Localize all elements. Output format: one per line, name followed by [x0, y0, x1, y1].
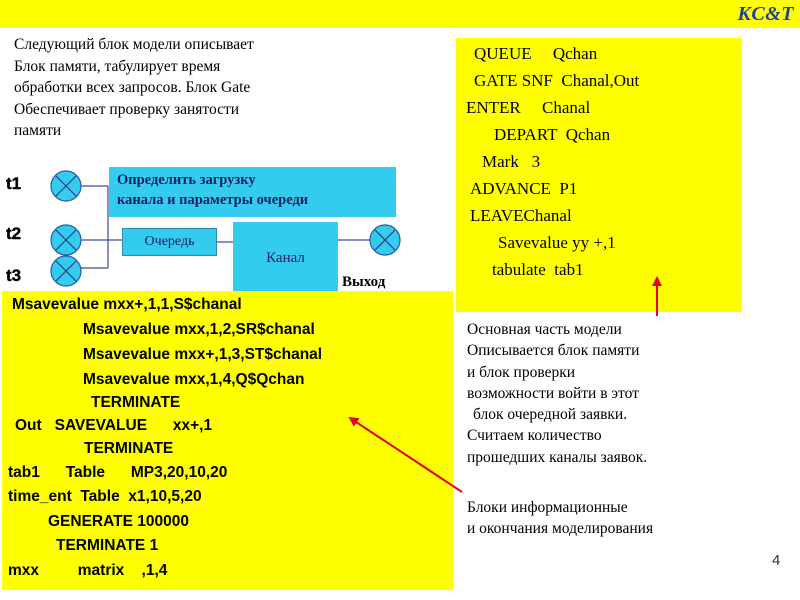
code-line: Msavevalue mxx+,1,1,S$chanal	[12, 296, 242, 313]
description-line: и блок проверки	[467, 363, 576, 381]
description-line: возможности войти в этот	[467, 384, 639, 402]
code-line: QUEUE Qchan	[474, 44, 598, 63]
code-line: Savevalue yy +,1	[498, 233, 616, 252]
description-line: Описывается блок памяти	[467, 342, 640, 360]
input-label-t3: t3	[6, 266, 22, 285]
page-number: 4	[772, 552, 781, 569]
input-label-t2: t2	[6, 224, 22, 243]
description-line: Основная часть модели	[467, 321, 622, 338]
description-line: и окончания моделирования	[467, 520, 654, 537]
code-line: tabulate tab1	[492, 260, 584, 279]
code-line: time_ent Table x1,10,5,20	[8, 488, 202, 505]
description-line: Считаем количество	[467, 427, 602, 445]
code-line: mxx matrix ,1,4	[8, 562, 168, 579]
description-line: Блоки информационные	[467, 499, 628, 516]
code-line: Msavevalue mxx,1,2,SR$chanal	[83, 321, 315, 338]
code-line: Mark 3	[482, 152, 541, 171]
kct-logo: KC&T	[737, 3, 794, 25]
input-label-t1: t1	[6, 174, 22, 193]
channel-block: Канал	[233, 222, 338, 294]
code-line: ENTER Chanal	[466, 98, 591, 117]
diagram-caption-line: Определить загрузку	[117, 172, 256, 188]
code-line: tab1 Table MP3,20,10,20	[8, 464, 228, 481]
intro-line: Обеспечивает проверку занятости	[14, 100, 240, 118]
code-line: DEPART Qchan	[494, 125, 611, 144]
code-line: TERMINATE	[84, 440, 174, 457]
arrow-to-info-code	[350, 418, 462, 492]
code-line: Out SAVEVALUE xx+,1	[15, 417, 213, 434]
intro-line: памяти	[14, 122, 62, 139]
description-line: прошедших каналы заявок.	[467, 448, 648, 466]
code-line: Msavevalue mxx,1,4,Q$Qchan	[83, 371, 305, 388]
diagram-caption-line: канала и параметры очереди	[117, 192, 309, 208]
code-line: ADVANCE P1	[470, 179, 578, 198]
intro-line: обработки всех запросов. Блок Gate	[14, 79, 251, 96]
code-line: GATE SNF Chanal,Out	[474, 71, 640, 90]
queue-block: Очередь	[122, 228, 217, 256]
code-line: LEAVEChanal	[470, 206, 572, 225]
intro-line: Следующий блок модели описывает	[14, 36, 254, 53]
code-line: Msavevalue mxx+,1,3,ST$chanal	[83, 346, 323, 363]
exit-label: Выход	[342, 274, 386, 290]
code-line: TERMINATE	[91, 394, 181, 411]
description-line: блок очередной заявки.	[473, 406, 628, 424]
intro-line: Блок памяти, табулирует время	[14, 57, 221, 75]
code-line: TERMINATE 1	[56, 537, 159, 554]
code-line: GENERATE 100000	[48, 513, 189, 530]
